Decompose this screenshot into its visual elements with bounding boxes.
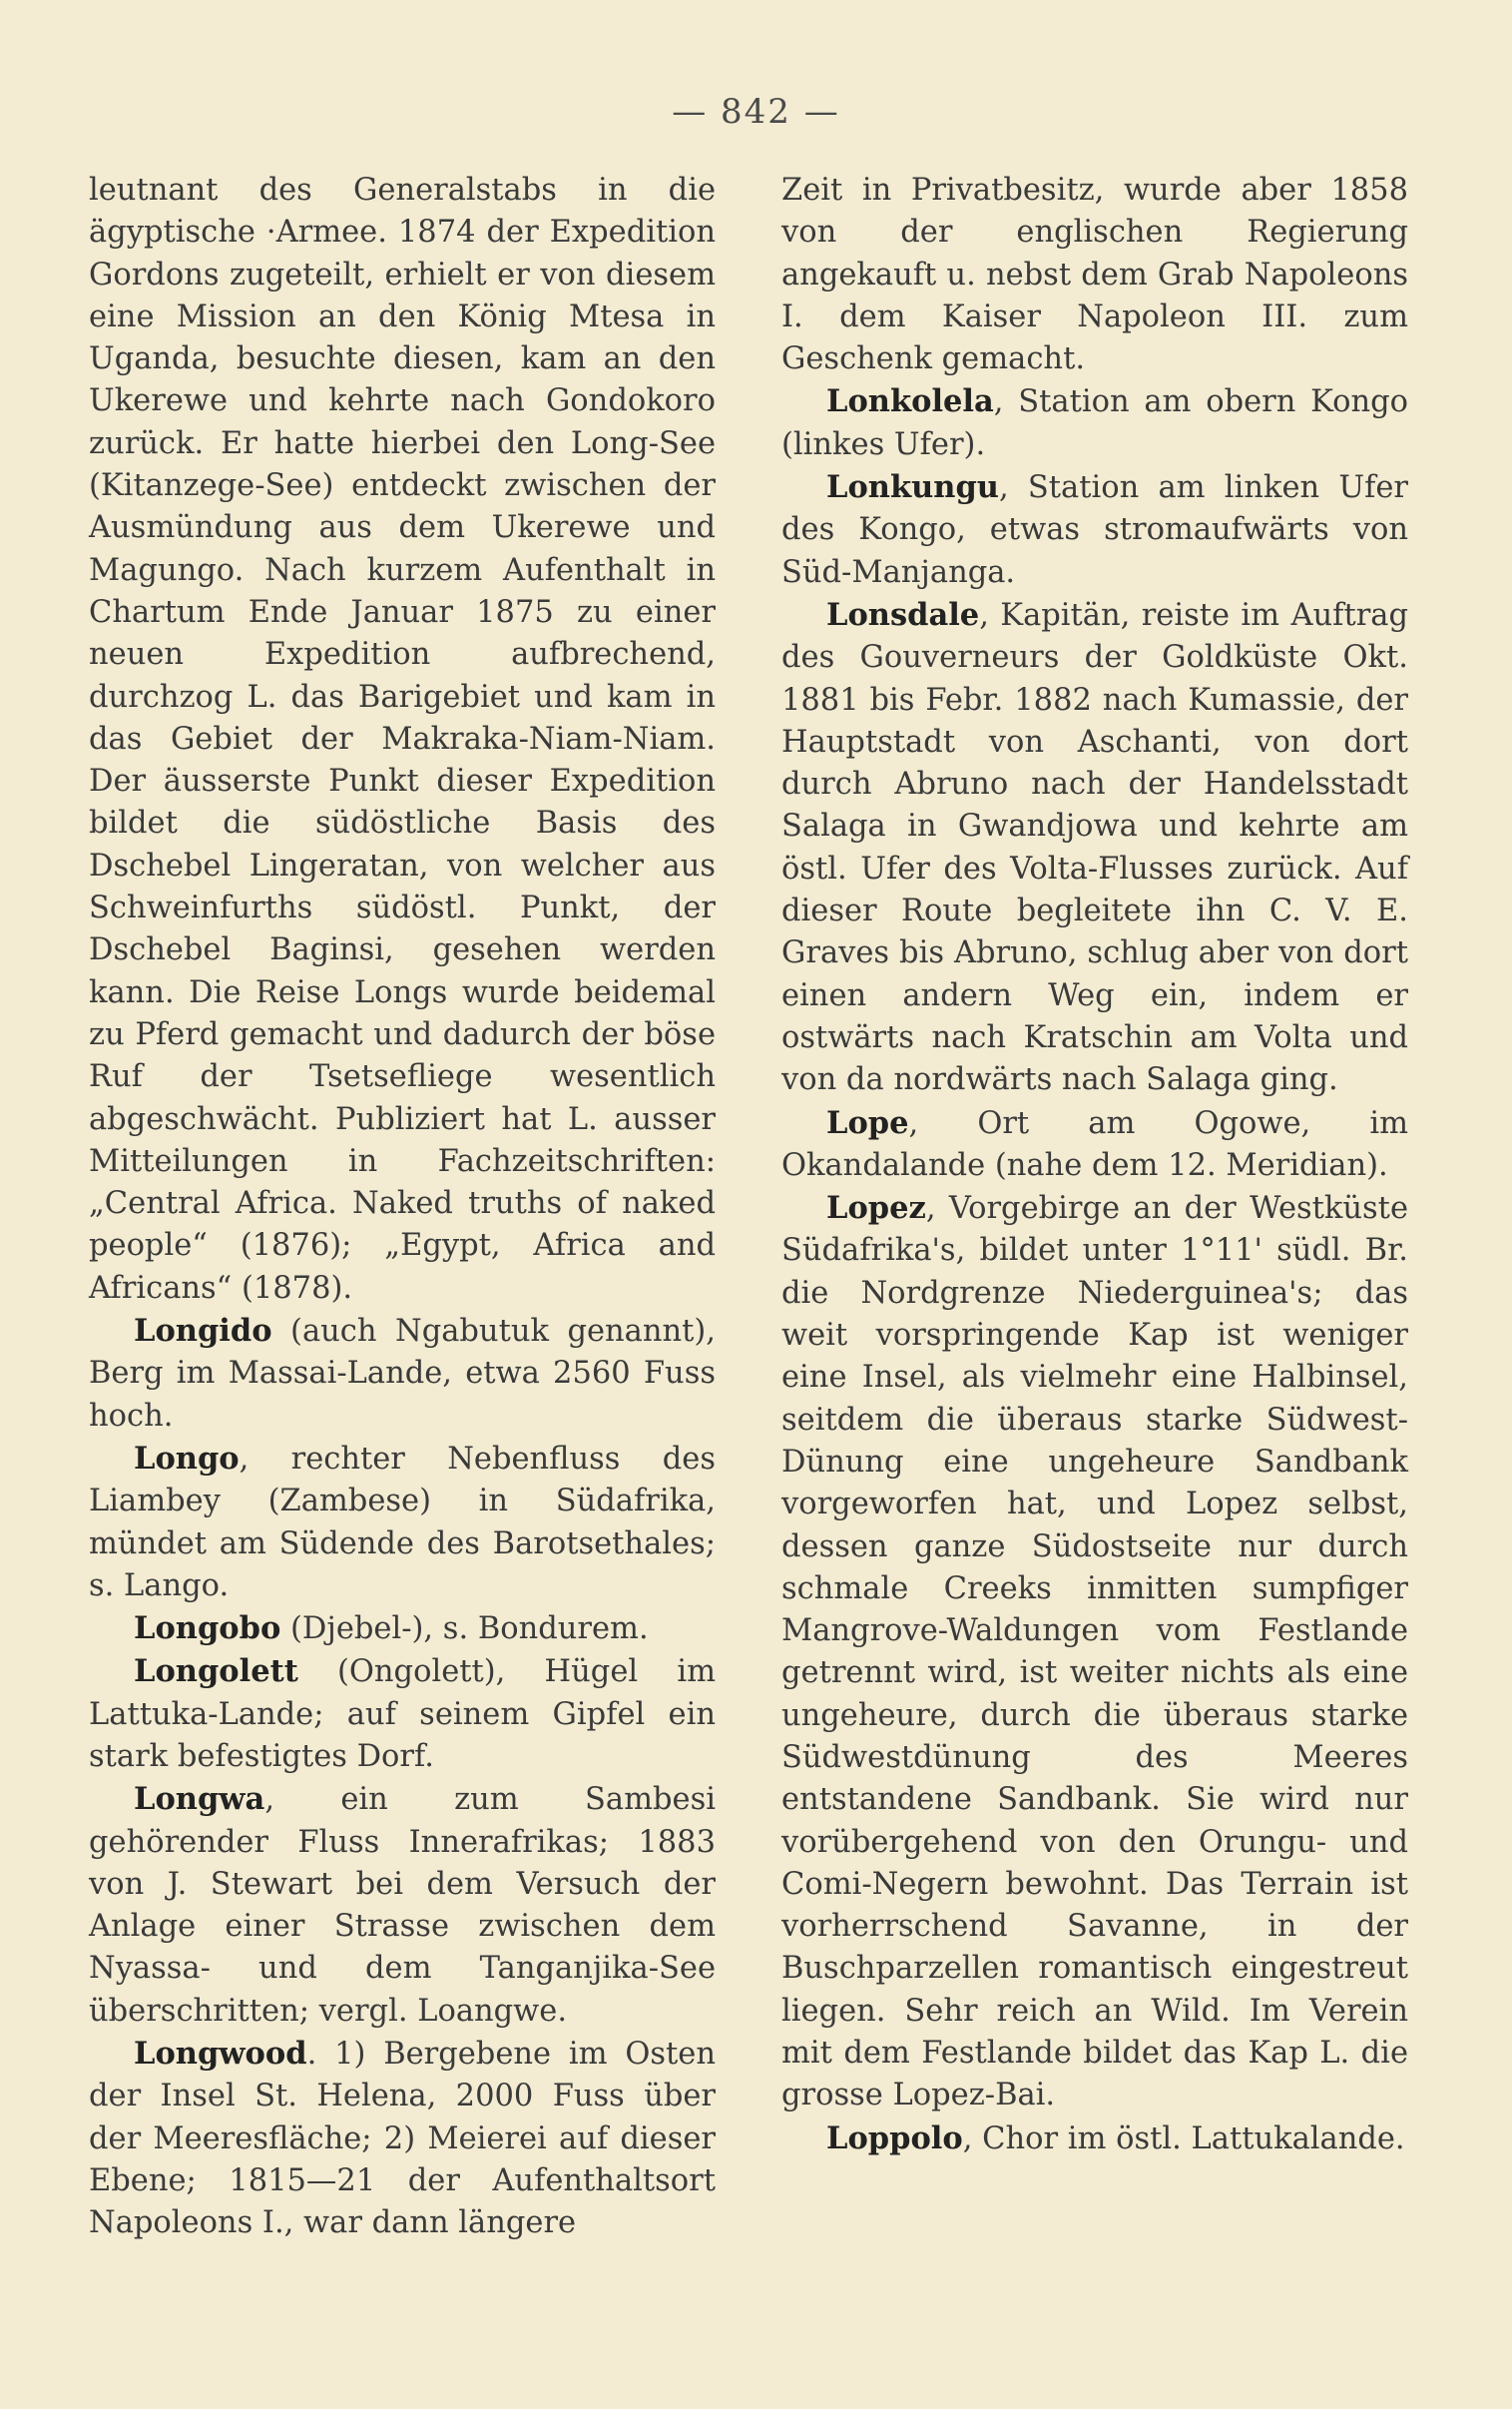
entry-headword: Lopez <box>826 1190 926 1227</box>
entry-headword: Longwood <box>134 2036 307 2073</box>
entry-headword: Lonkungu <box>826 469 999 506</box>
entry-continuation <box>89 170 716 1310</box>
entry-text: , Kapitän, reiste im Auftrag des Gouverneurs der Goldküste Okt. 1881 bis Febr. 1882 nach Kumassie, der Hauptstadt von Aschanti, von dort durch Abruno nach der Handelsstadt Salaga in Gwandjowa und kehrte am östl. Ufer des Volta-Flusses zurück. Auf dieser Route begleitete ihn C. V. E. Graves bis Abruno, schlug aber von dort einen andern Weg ein, indem er ostwärts nach Kratschin am Volta und von da nordwärts nach Salaga ging. <box>781 597 1408 1098</box>
entry-text: , rechter Nebenfluss des Liambey (Zambese) in Südafrika, mündet am Südende des Barotsethales; s. Lango. <box>89 1441 716 1603</box>
entry-lonsdale <box>781 594 1408 1102</box>
entry-longolett <box>89 1650 716 1778</box>
entry-text: (Ongolett), Hügel im Lattuka-Lande; auf seinem Gipfel ein stark befestigtes Dorf. <box>89 1654 716 1774</box>
entry-text: , Chor im östl. Lattukalande. <box>962 2120 1405 2156</box>
entry-text: , Station am linken Ufer des Kongo, etwas stromaufwärts von Süd-Manjanga. <box>781 470 1408 590</box>
entry-longwood <box>89 2033 716 2244</box>
entry-headword: Longo <box>134 1440 240 1477</box>
entry-headword: Longido <box>134 1313 272 1350</box>
left-column <box>89 170 716 2245</box>
entry-lonkolela <box>781 380 1408 466</box>
entry-headword: Lonsdale <box>826 596 980 633</box>
entry-text: , ein zum Sambesi gehörender Fluss Innerafrikas; 1883 von J. Stewart bei dem Versuch der Anlage einer Strasse zwischen dem Nyassa- und dem Tanganjika-See überschritten; vergl. Loangwe. <box>89 1782 716 2029</box>
entry-text: (Djebel-), s. Bondurem. <box>280 1611 649 1647</box>
entry-text: , Vorgebirge an der Westküste Südafrika's, bildet unter 1°11' südl. Br. die Nordgrenze Niederguinea's; das weit vorspringende Kap ist weniger eine Insel, als vielmehr eine Halbinsel, seitdem die überaus starke Südwest-Dünung eine ungeheure Sandbank vorgeworfen hat, und Lopez selbst, dessen ganze Südostseite nur durch schmale Creeks inmitten sumpfiger Mangrove-Waldungen vom Festlande getrennt wird, ist weiter nichts als eine ungeheure, durch die überaus starke Südwestdünung des Meeres entstandene Sandbank. Sie wird nur vorübergehend von den Orungu- und Comi-Negern bewohnt. Das Terrain ist vorherrschend Savanne, in der Buschparzellen romantisch eingestreut liegen. Sehr reich an Wild. Im Verein mit dem Festlande bildet das Kap L. die grosse Lopez-Bai. <box>781 1191 1408 2113</box>
entry-headword: Longolett <box>134 1653 298 1690</box>
entry-longo <box>89 1438 716 1607</box>
page-number: — 842 — <box>672 92 840 132</box>
entry-longobo <box>89 1607 716 1650</box>
entry-continuation <box>781 170 1408 380</box>
entry-lope <box>781 1102 1408 1188</box>
entry-headword: Lope <box>826 1104 909 1141</box>
entry-longido <box>89 1310 716 1438</box>
entry-headword: Loppolo <box>826 2119 963 2156</box>
entry-lonkungu <box>781 466 1408 594</box>
entry-headword: Longobo <box>134 1610 281 1647</box>
entry-text: . 1) Bergebene im Osten der Insel St. Helena, 2000 Fuss über der Meeresfläche; 2) Meierei auf dieser Ebene; 1815—21 der Aufenthaltsort Napoleons I., war dann längere <box>89 2037 716 2241</box>
right-column <box>781 170 1408 2160</box>
entry-headword: Longwa <box>134 1781 265 1818</box>
entry-loppolo <box>781 2117 1408 2160</box>
entry-text: Zeit in Privatbesitz, wurde aber 1858 von der englischen Regierung angekauft u. nebst dem Grab Napoleons I. dem Kaiser Napoleon III. zum Geschenk gemacht. <box>781 173 1408 377</box>
entry-longwa <box>89 1778 716 2033</box>
entry-headword: Lonkolela <box>826 383 994 420</box>
entry-text: leutnant des Generalstabs in die ägyptische ·Armee. 1874 der Expedition Gordons zugeteilt, erhielt er von diesem eine Mission an den König Mtesa in Uganda, besuchte diesen, kam an den Ukerewe und kehrte nach Gondokoro zurück. Er hatte hierbei den Long-See (Kitanzege-See) entdeckt zwischen der Ausmündung aus dem Ukerewe und Magungo. Nach kurzem Aufenthalt in Chartum Ende Januar 1875 zu einer neuen Expedition aufbrechend, durchzog L. das Barigebiet und kam in das Gebiet der Makraka-Niam-Niam. Der äusserste Punkt dieser Expedition bildet die südöstliche Basis des Dschebel Lingeratan, von welcher aus Schweinfurths südöstl. Punkt, der Dschebel Baginsi, gesehen werden kann. Die Reise Longs wurde beidemal zu Pferd gemacht und dadurch der böse Ruf der Tsetsefliege wesentlich abgeschwächt. Publiziert hat L. ausser Mitteilungen in Fachzeitschriften: „Central Africa. Naked truths of naked people“ (1876); „Egypt, Africa and Africans“ (1878). <box>89 173 716 1306</box>
entry-text: , Station am obern Kongo (linkes Ufer). <box>781 384 1408 462</box>
entry-text: , Ort am Ogowe, im Okandalande (nahe dem 12. Meridian). <box>781 1105 1408 1183</box>
entry-text: (auch Ngabutuk genannt), Berg im Massai-Lande, etwa 2560 Fuss hoch. <box>89 1314 716 1434</box>
entry-lopez <box>781 1187 1408 2117</box>
